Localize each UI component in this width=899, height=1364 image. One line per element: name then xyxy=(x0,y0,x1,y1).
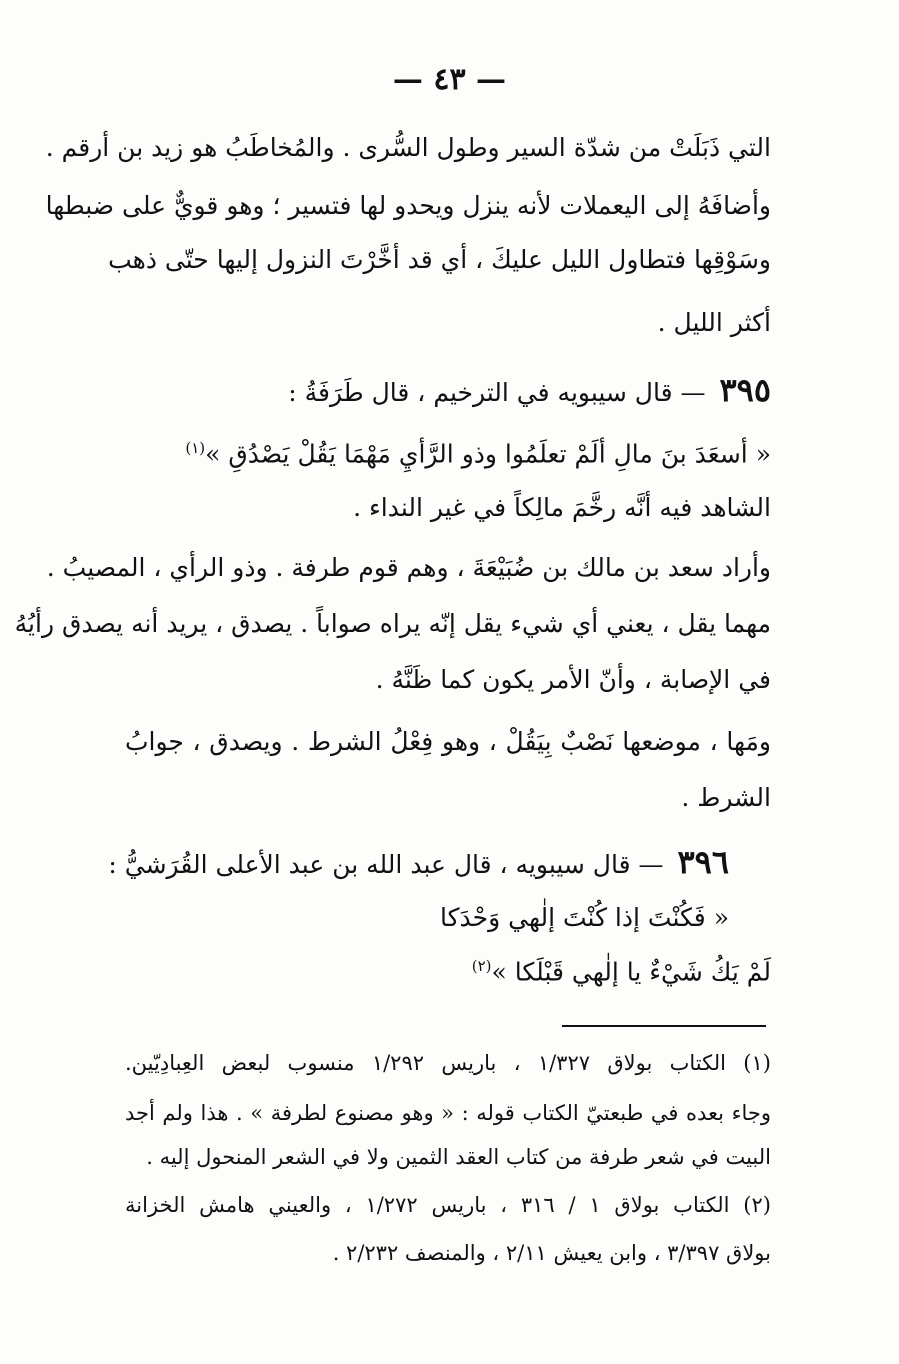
body-line-10: الشرط . xyxy=(681,783,771,812)
entry-395-heading xyxy=(125,370,771,413)
body-line-2: وأضافَهُ إلى اليعملات لأنه ينزل ويحدو لها فتسير ؛ وهو قويٌّ على ضبطها xyxy=(45,191,771,220)
footnote-separator xyxy=(562,1025,766,1027)
verse-396-line-2 xyxy=(125,946,771,992)
page-number: — ٤٣ — xyxy=(392,62,507,97)
verse-395-text: « أسعَدَ بنَ مالِ ألَمْ تعلَمُوا وذو الرَّأيِ مَهْمَا يَقُلْ يَصْدُقِ » xyxy=(205,439,771,469)
footnote-1-line-1: (١) الكتاب بولاق ١/٣٢٧ ، باريس ١/٢٩٢ منسوب لبعض العِبادِيّين. xyxy=(125,1051,771,1075)
entry-396-heading xyxy=(108,842,729,885)
footnote-ref-1: (١) xyxy=(185,439,206,457)
body-line-5: الشاهد فيه أنَّه رخَّمَ مالِكاً في غير النداء . xyxy=(353,493,771,522)
footnote-1-line-2: وجاء بعده في طبعتيّ الكتاب قوله : « وهو مصنوع لطرفة » . هذا ولم أجد xyxy=(125,1101,771,1125)
footnote-1-line-3: البيت في شعر طرفة من كتاب العقد الثمين ولا في الشعر المنحول إليه . xyxy=(146,1145,771,1169)
verse-395 xyxy=(125,428,771,474)
body-line-9: ومَها ، موضعها نَصْبٌ بِيَقُلْ ، وهو فِعْلُ الشرط . ويصدق ، جوابُ xyxy=(125,727,771,756)
body-line-3: وسَوْقِها فتطاول الليل عليكَ ، أي قد أخَّرْتَ النزول إليها حتّى ذهب xyxy=(108,245,771,274)
entry-number-395: ٣٩٥ xyxy=(719,371,771,409)
verse-396-line-2-text: لَمْ يَكُ شَيْءٌ يا إلٰهي قَبْلَكا » xyxy=(491,957,771,987)
body-line-8: في الإصابة ، وأنّ الأمر يكون كما ظَنَّهُ . xyxy=(375,665,771,694)
entry-395-intro: — قال سيبويه في الترخيم ، قال طَرَفَةُ : xyxy=(288,378,706,407)
verse-396-line-1: « فَكُنْتَ إذا كُنْتَ إلٰهي وَحْدَكا xyxy=(440,903,729,932)
entry-396-intro: — قال سيبويه ، قال عبد الله بن عبد الأعلى القُرَشيُّ : xyxy=(108,850,664,879)
footnote-2-line-2: بولاق ٣/٣٩٧ ، وابن يعيش ٢/١١ ، والمنصف ٢/٢٣٢ . xyxy=(332,1241,771,1265)
body-line-4: أكثر الليل . xyxy=(657,308,771,337)
body-line-1: التي ذَبَلَتْ من شدّة السير وطول السُّرى . والمُخاطَبُ هو زيد بن أرقم . xyxy=(45,133,771,162)
footnote-ref-2: (٢) xyxy=(471,957,492,975)
footnote-2-line-1: (٢) الكتاب بولاق ١ / ٣١٦ ، باريس ١/٢٧٢ ، والعيني هامش الخزانة xyxy=(125,1193,771,1217)
entry-number-396: ٣٩٦ xyxy=(677,843,729,881)
body-line-7: مهما يقل ، يعني أي شيء يقل إنّه يراه صواباً . يصدق ، يريد أنه يصدق رأيُهُ xyxy=(14,609,771,638)
body-line-6: وأراد سعد بن مالك بن ضُبَيْعَةَ ، وهم قوم طرفة . وذو الرأي ، المصيبُ . xyxy=(46,553,771,582)
